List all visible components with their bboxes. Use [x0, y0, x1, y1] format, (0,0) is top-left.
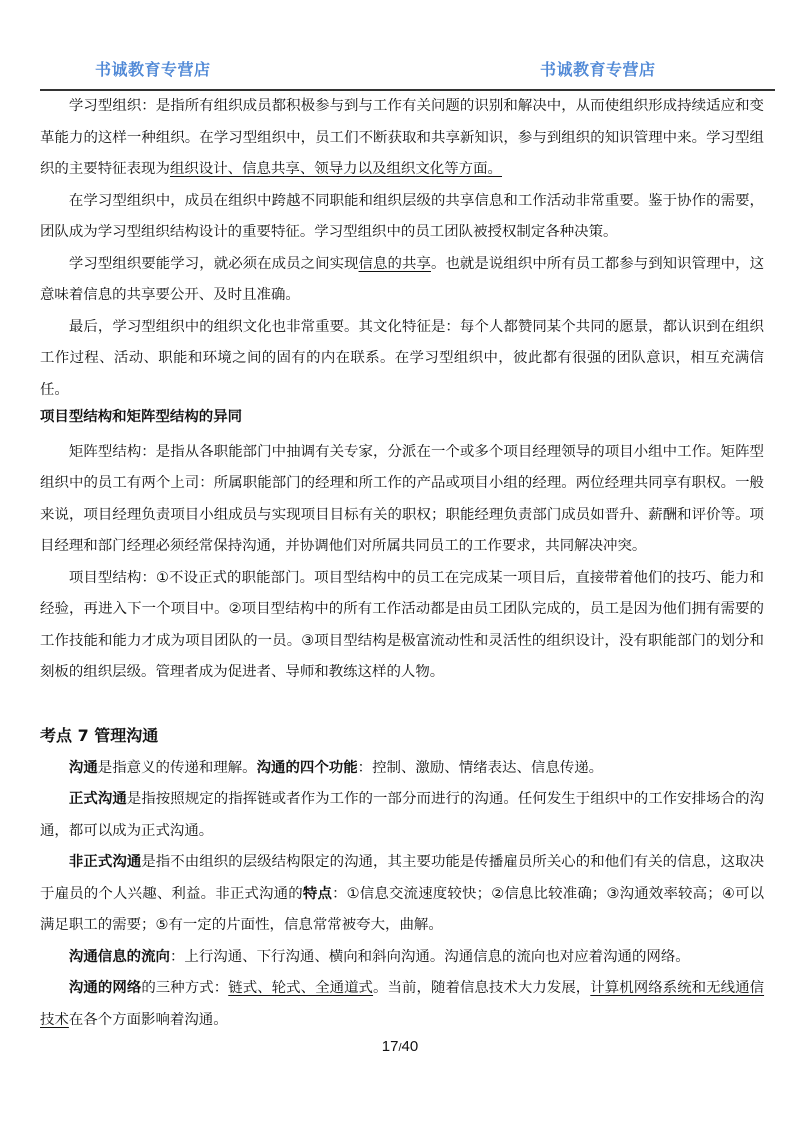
text-run: 是指不由组织的层级结构限定的沟通，其主要功能是传播雇员所关心的和他们有关的信息，这取决于雇员的个人兴趣、利益。非正式沟通的: [40, 854, 765, 902]
text-run: 在学习型组织中，成员在组织中跨越不同职能和组织层级的共享信息和工作活动非常重要。鉴于协作的需要，团队成为学习型组织结构设计的重要特征。学习型组织中的员工团队被授权制定各种决策。: [40, 192, 764, 240]
page-separator: /: [398, 1042, 402, 1054]
text-run: 的三种方式：: [141, 980, 229, 996]
bold-term: 沟通: [68, 759, 98, 776]
text-run: 是指意义的传递和理解。: [97, 759, 257, 776]
section-management-communication: [40, 720, 764, 1036]
text-run: 在各个方面影响着沟通。: [68, 1011, 228, 1028]
section-heading: 项目型结构和矩阵型结构的异同: [40, 409, 243, 425]
paragraph: [40, 973, 764, 1036]
paragraph: [40, 249, 764, 312]
bold-term: 正式沟通: [68, 791, 127, 807]
text-run: 矩阵型结构：是指从各职能部门中抽调有关专家，分派在一个或多个项目经理领导的项目小组中工作。矩阵型组织中的员工有两个上司：所属职能部门的经理和所工作的产品或项目小组的经理。两位经理共同享有职权。一般来说，项目经理负责项目小组成员与实现项目目标有关的职权；职能经理负责部门成员如晋升、薪酬和评价等。项目经理和部门经理必须经常保持沟通，并协调他们对所属共同员工的工作要求，共同解决冲突。: [40, 443, 764, 554]
page-total: 40: [401, 1038, 419, 1055]
header-store-name-left: 书诚教育专营店: [95, 60, 211, 79]
text-run: 。当前，随着信息技术大力发展，: [373, 980, 591, 996]
underlined-text: 组织设计、信息共享、领导力以及组织文化等方面。: [169, 161, 502, 177]
text-run: 最后，学习型组织中的组织文化也非常重要。其文化特征是：每个人都赞同某个共同的愿景，都认识到在组织工作过程、活动、职能和环境之间的固有的内在联系。在学习型组织中，彼此都有很强的团队意识，相互充满信任。: [40, 318, 764, 398]
paragraph: [40, 784, 764, 847]
bold-term: 沟通信息的流向: [68, 948, 170, 965]
page-number: [0, 1038, 800, 1055]
underlined-text: 计算机网络系统和无线通信技术: [40, 980, 765, 1028]
bold-term: 非正式沟通: [68, 854, 142, 870]
paragraph: [40, 847, 764, 942]
text-run: ：①信息交流速度较快；②信息比较准确；③沟通效率较高；④可以满足职工的需要；⑤有一定的片面性，信息常常被夸大，曲解。: [40, 885, 765, 933]
bold-term: 沟通的四个功能: [256, 759, 358, 776]
paragraph: [40, 312, 764, 407]
header-store-name-right: 书诚教育专营店: [540, 60, 656, 79]
text-run: 。也就是说组织中所有员工都参与到知识管理中，这意味着信息的共享要公开、及时且准确。: [40, 255, 765, 303]
text-run: 是指按照规定的指挥链或者作为工作的一部分而进行的沟通。任何发生于组织中的工作安排场合的沟通，都可以成为正式沟通。: [40, 791, 765, 839]
paragraph: [40, 437, 764, 563]
text-run: ：上行沟通、下行沟通、横向和斜向沟通。沟通信息的流向也对应着沟通的网络。: [169, 948, 690, 965]
text-run: 学习型组织要能学习，就必须在成员之间实现: [68, 255, 359, 272]
paragraph: [40, 942, 764, 974]
section-project-vs-matrix: [40, 402, 764, 689]
bold-term: 特点: [302, 885, 333, 902]
paragraph: [40, 753, 764, 785]
underlined-text: 信息的共享: [358, 255, 431, 272]
page-current: 17: [381, 1038, 399, 1055]
text-run: 项目型结构：①不设正式的职能部门。项目型结构中的员工在完成某一项目后，直接带着他们的技巧、能力和经验，再进入下一个项目中。②项目型结构中的所有工作活动都是由员工团队完成的，员工是因为他们拥有需要的工作技能和能力才成为项目团队的一员。③项目型结构是极富流动性和灵活性的组织设计，没有职能部门的划分和刻板的组织层级。管理者成为促进者、导师和教练这样的人物。: [40, 569, 764, 680]
text-run: ：控制、激励、情绪表达、信息传递。: [357, 759, 604, 776]
paragraph: [40, 186, 764, 249]
text-run: 学习型组织：是指所有组织成员都积极参与到与工作有关问题的识别和解决中，从而使组织形成持续适应和变革能力的这样一种组织。在学习型组织中，员工们不断获取和共享新知识，参与到组织的知识管理中来。学习型组织的主要特征表现为: [40, 98, 764, 177]
underlined-text: 链式、轮式、全通道式: [228, 980, 374, 996]
section-learning-organization: [40, 91, 764, 406]
paragraph: [40, 91, 764, 186]
section-heading: 考点 7 管理沟通: [40, 726, 159, 745]
paragraph: [40, 563, 764, 689]
bold-term: 沟通的网络: [68, 980, 142, 996]
